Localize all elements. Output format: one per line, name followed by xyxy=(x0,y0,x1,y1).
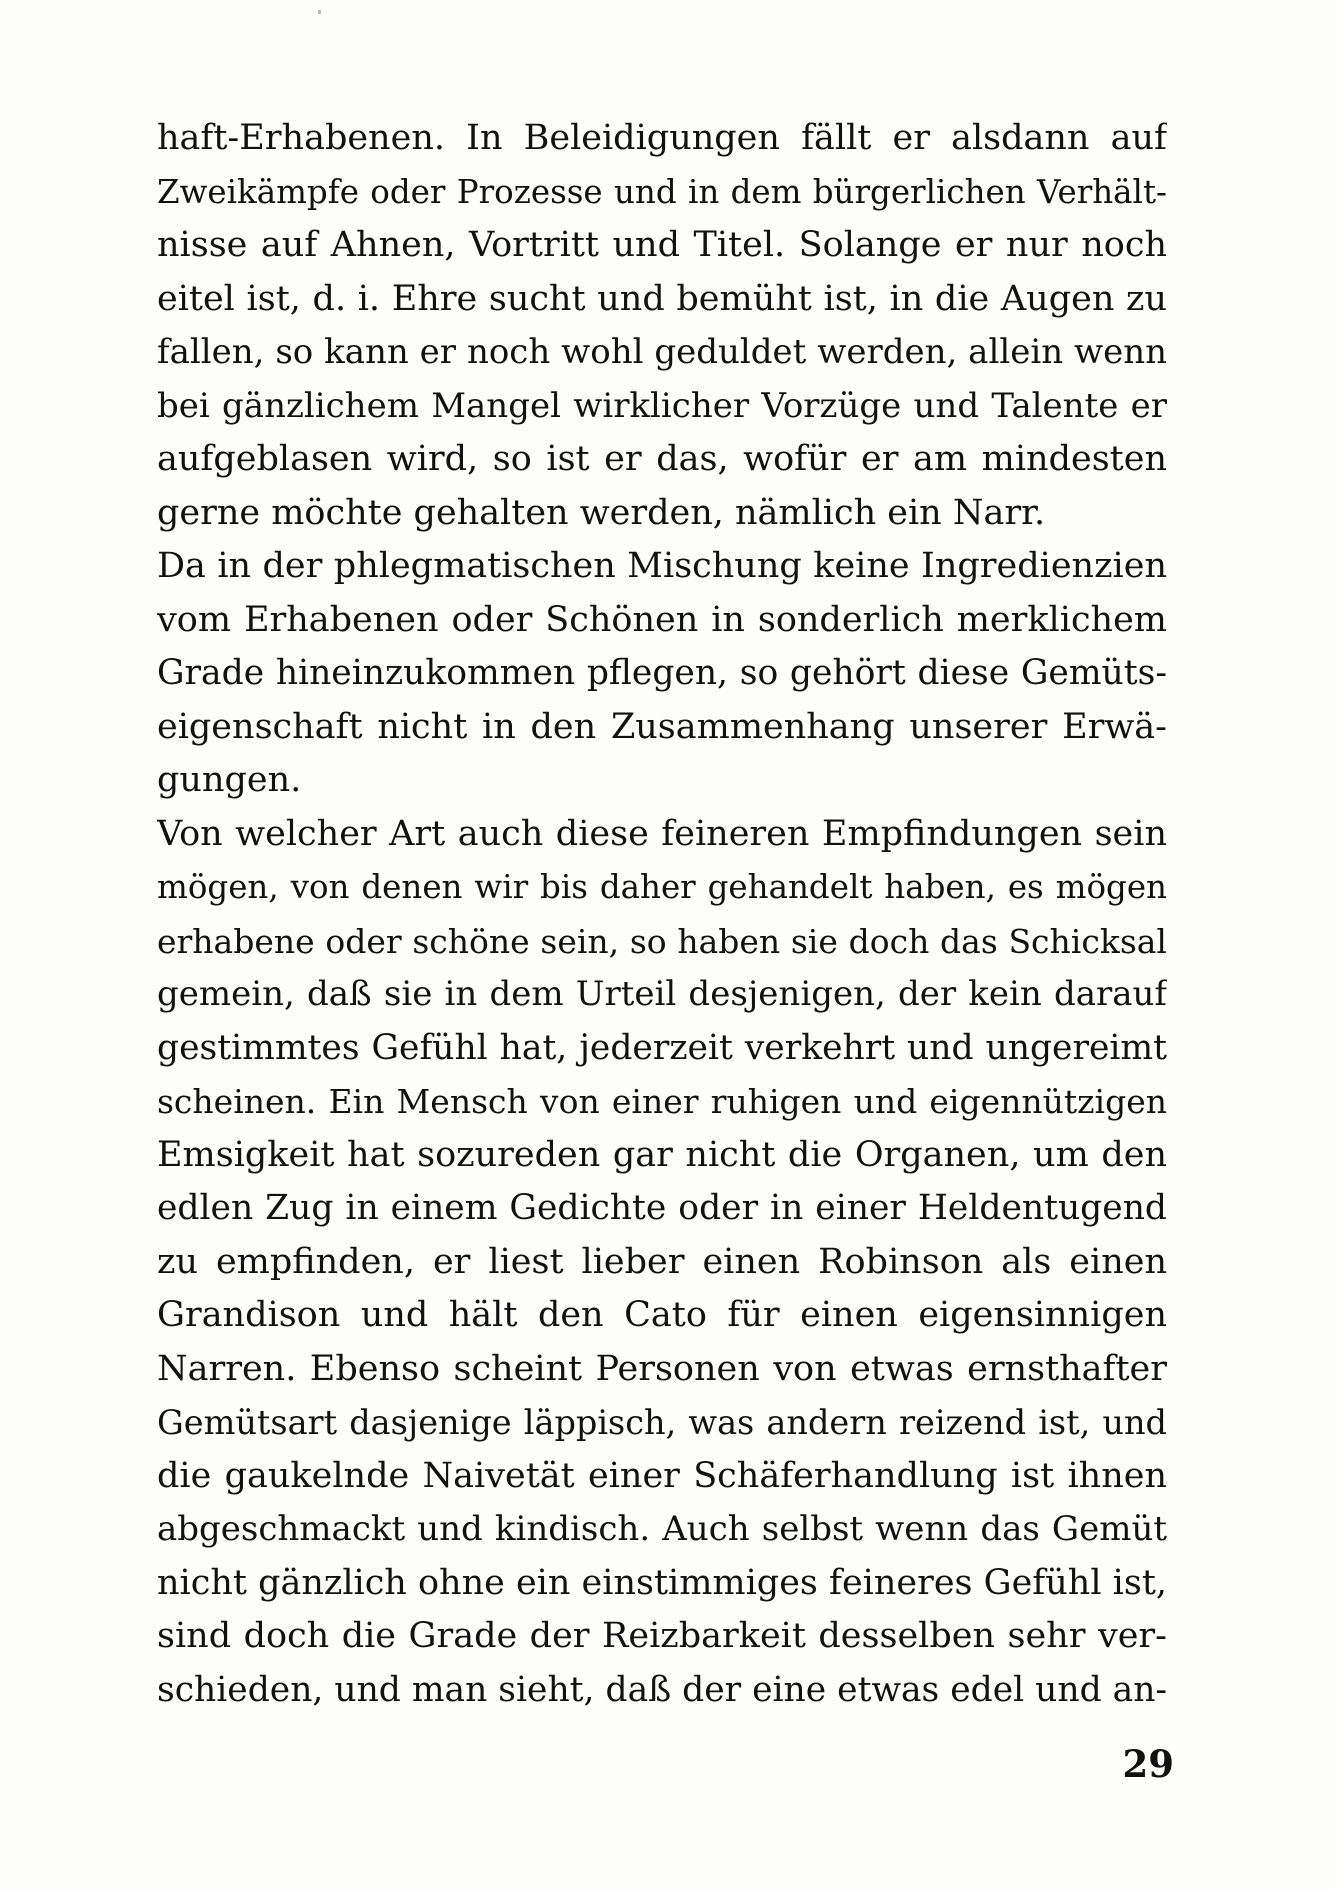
text-line: Gemütsart dasjenige läppisch, was andern reizend ist, und xyxy=(157,1403,1167,1442)
text-line: Narren. Ebenso scheint Personen von etwas ernsthafter xyxy=(157,1348,1167,1389)
text-line: gestimmtes Gefühl hat, jederzeit verkehrt und ungereimt xyxy=(157,1027,1167,1068)
body-text xyxy=(157,112,1167,1717)
text-line: eitel ist, d. i. Ehre sucht und bemüht ist, in die Augen zu xyxy=(157,278,1167,319)
text-line: Da in der phlegmatischen Mischung keine Ingredienzien xyxy=(157,546,1167,586)
text-line: Von welcher Art auch diese feineren Empfindungen sein xyxy=(157,813,1167,854)
text-line: Grandison und hält den Cato für einen eigensinnigen xyxy=(157,1295,1167,1335)
text-line: nicht gänzlich ohne ein einstimmiges feineres Gefühl ist, xyxy=(157,1562,1167,1603)
text-line: Grade hineinzukommen pflegen, so gehört diese Gemüts- xyxy=(157,653,1167,693)
text-line: gerne möchte gehalten werden, nämlich ein Narr. xyxy=(157,492,1046,533)
text-line: scheinen. Ein Mensch von einer ruhigen und eigennützigen xyxy=(157,1082,1167,1121)
text-line: mögen, von denen wir bis daher gehandelt haben, es mögen xyxy=(157,868,1167,906)
text-line: gemein, daß sie in dem Urteil desjenigen, der kein darauf xyxy=(157,974,1167,1014)
text-line: bei gänzlichem Mangel wirklicher Vorzüge und Talente er xyxy=(157,385,1167,426)
text-line: eigenschaft nicht in den Zusammenhang unserer Erwä- xyxy=(157,706,1167,747)
text-line: haft-Erhabenen. In Beleidigungen fällt er alsdann auf xyxy=(157,118,1167,158)
text-line: schieden, und man sieht, daß der eine etwas edel und an- xyxy=(157,1669,1167,1710)
text-line: nisse auf Ahnen, Vortritt und Titel. Solange er nur noch xyxy=(157,225,1167,265)
text-line: sind doch die Grade der Reizbarkeit desselben sehr ver- xyxy=(157,1616,1167,1656)
text-line: abgeschmackt und kindisch. Auch selbst wenn das Gemüt xyxy=(157,1509,1167,1549)
text-line: Zweikämpfe oder Prozesse und in dem bürgerlichen Verhält- xyxy=(157,172,1167,211)
scan-speck xyxy=(318,10,321,14)
text-line: die gaukelnde Naivetät einer Schäferhandlung ist ihnen xyxy=(157,1455,1167,1496)
text-line: vom Erhabenen oder Schönen in sonderlich merklichem xyxy=(157,599,1167,640)
text-line: fallen, so kann er noch wohl geduldet werden, allein wenn xyxy=(157,332,1167,372)
text-line: Emsigkeit hat sozureden gar nicht die Organen, um den xyxy=(157,1134,1167,1175)
text-line: erhabene oder schöne sein, so haben sie doch das Schicksal xyxy=(157,921,1167,961)
text-line: zu empfinden, er liest lieber einen Robinson als einen xyxy=(157,1241,1167,1282)
text-line: aufgeblasen wird, so ist er das, wofür er am mindesten xyxy=(157,439,1167,479)
text-line: gungen. xyxy=(157,760,302,800)
page-number: 29 xyxy=(1122,1742,1174,1786)
text-line: edlen Zug in einem Gedichte oder in einer Heldentugend xyxy=(157,1188,1167,1228)
